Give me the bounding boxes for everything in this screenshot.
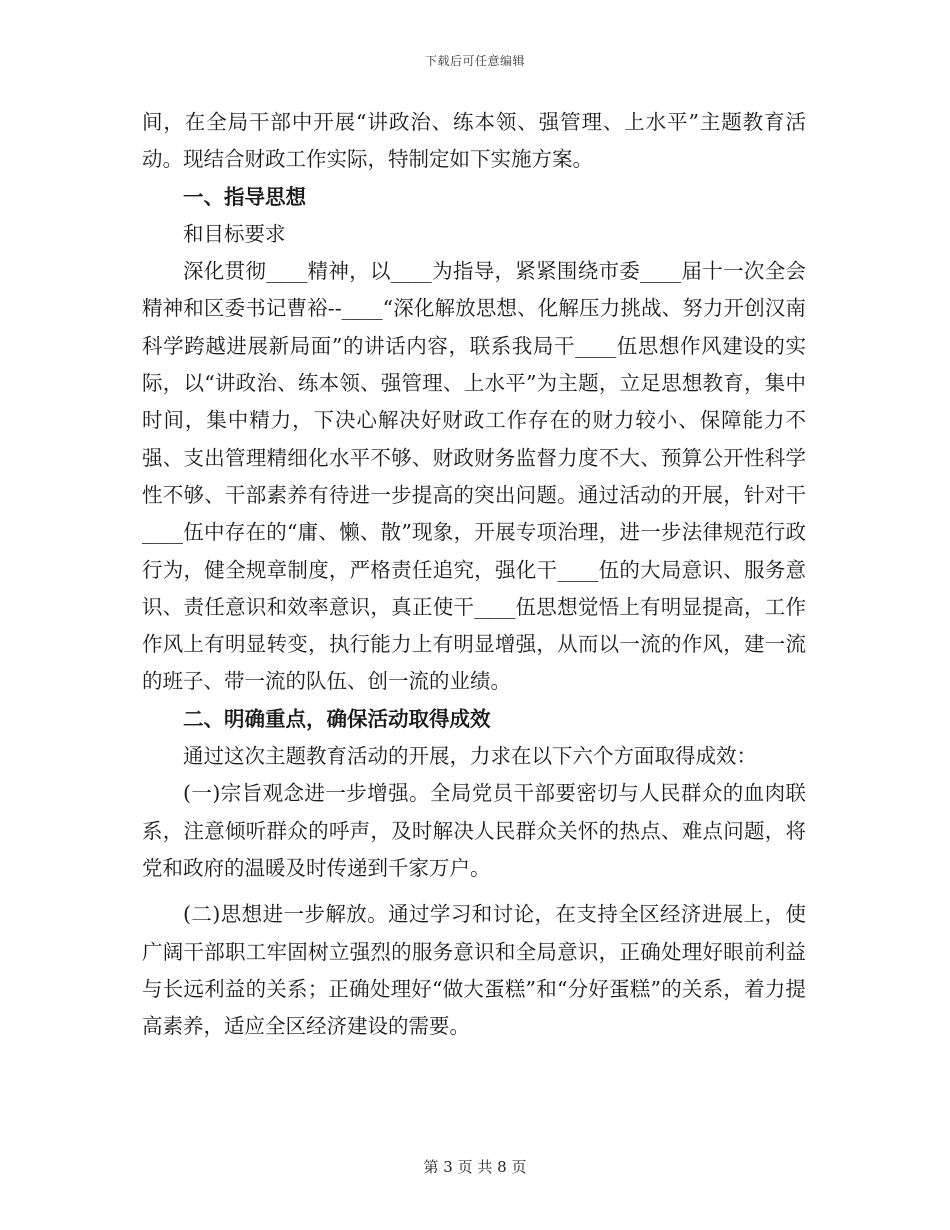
header-note: 下载后可任意编辑 xyxy=(424,54,525,68)
section-heading-key-points: 二、明确重点，确保活动取得成效 xyxy=(183,706,491,731)
subheading-target-requirements: 和目标要求 xyxy=(183,221,286,246)
document-body xyxy=(142,104,806,1045)
page-number: 第 3 页 共 8 页 xyxy=(423,1158,527,1176)
paragraph-item-two: (二)思想进一步解放。通过学习和讨论，在支持全区经济进展上，使广阔干部职工牢固树立强烈的服务意识和全局意识，正确处理好眼前利益与长远利益的关系；正确处理好“做大蛋糕”和“分好蛋糕”的关系，着力提高素养，适应全区经济建设的需要。 xyxy=(142,902,806,1039)
paragraph-item-one: (一)宗旨观念进一步增强。全局党员干部要密切与人民群众的血肉联系，注意倾听群众的呼声，及时解决人民群众关怀的热点、难点问题，将党和政府的温暖及时传递到千家万户。 xyxy=(142,781,806,880)
paragraph-six-aspects: 通过这次主题教育活动的开展，力求在以下六个方面取得成效： xyxy=(183,744,757,769)
paragraph-guiding-thought: 深化贯彻____精神，以____为指导，紧紧围绕市委____届十一次全会精神和区委书记曹裕--____“深化解放思想、化解压力挑战、努力开创汉南科学跨越进展新局面”的讲话内容，联系我局干____伍思想作风建设的实际，以“讲政治、练本领、强管理、上水平”为主题，立足思想教育，集中时间，集中精力，下决心解决好财政工作存在的财力较小、保障能力不强、支出管理精细化水平不够、财政财务监督力度不大、预算公开性科学性不够、干部素养有待进一步提高的突出问题。通过活动的开展，针对干____伍中存在的“庸、懒、散”现象，开展专项治理，进一步法律规范行政行为，健全规章制度，严格责任追究，强化干____伍的大局意识、服务意识、责任意识和效率意识，真正使干____伍思想觉悟上有明显提高，工作作风上有明显转变，执行能力上有明显增强，从而以一流的作风，建一流的班子、带一流的队伍、创一流的业绩。 xyxy=(142,259,806,694)
section-heading-guiding-thought: 一、指导思想 xyxy=(183,184,306,209)
paragraph-intro: 间，在全局干部中开展“讲政治、练本领、强管理、上水平”主题教育活动。现结合财政工作实际，特制定如下实施方案。 xyxy=(142,110,806,172)
